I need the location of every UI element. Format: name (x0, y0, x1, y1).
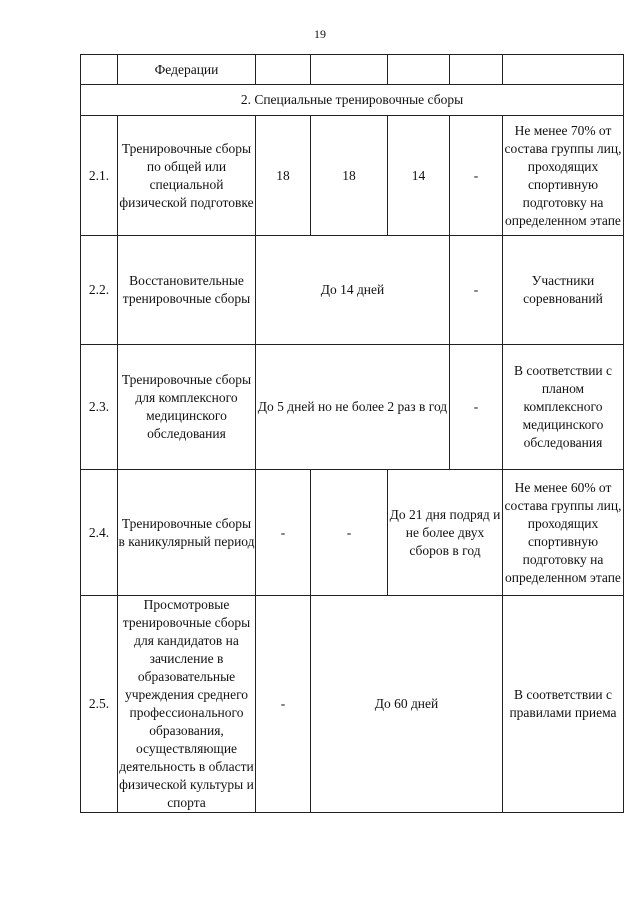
value-cell: - (256, 470, 311, 596)
value-cell: 18 (311, 116, 388, 236)
table-cell (256, 55, 311, 85)
span-value-cell: До 60 дней (311, 596, 503, 813)
value-cell: 18 (256, 116, 311, 236)
row-number: 2.3. (81, 345, 118, 470)
condition-cell: Не менее 70% от состава группы лиц, проходящих спортивную подготовку на определенном этапе (503, 116, 624, 236)
section-title: 2. Специальные тренировочные сборы (81, 85, 624, 116)
condition-cell: Не менее 60% от состава группы лиц, проходящих спортивную подготовку на определенном этапе (503, 470, 624, 596)
row-name: Тренировочные сборы для комплексного медицинского обследования (118, 345, 256, 470)
condition-cell: В соответствии с планом комплексного медицинского обследования (503, 345, 624, 470)
row-name: Просмотровые тренировочные сборы для кандидатов на зачисление в образовательные учреждения среднего профессионального образования, осуществляющие деятельность в области физической культуры и спорта (118, 596, 256, 813)
value-cell: 14 (388, 116, 450, 236)
value-cell: - (256, 596, 311, 813)
row-number: 2.4. (81, 470, 118, 596)
row-number: 2.2. (81, 236, 118, 345)
row-name: Тренировочные сборы в каникулярный период (118, 470, 256, 596)
row-number: 2.1. (81, 116, 118, 236)
value-cell: - (450, 345, 503, 470)
table-row (81, 345, 624, 470)
value-cell: - (311, 470, 388, 596)
row-number: 2.5. (81, 596, 118, 813)
span-value-cell: До 14 дней (256, 236, 450, 345)
table-cell (450, 55, 503, 85)
page-number: 19 (314, 27, 326, 41)
condition-cell: В соответствии с правилами приема (503, 596, 624, 813)
section-row (81, 85, 624, 116)
span-value-cell: До 21 дня подряд и не более двух сборов в год (388, 470, 503, 596)
table-cell (311, 55, 388, 85)
table-row (81, 116, 624, 236)
span-value-cell: До 5 дней но не более 2 раз в год (256, 345, 450, 470)
value-cell: - (450, 116, 503, 236)
value-cell: - (450, 236, 503, 345)
table-row (81, 470, 624, 596)
table-cell-name: Федерации (118, 55, 256, 85)
condition-cell: Участники соревнований (503, 236, 624, 345)
table-cell (503, 55, 624, 85)
row-name: Тренировочные сборы по общей или специальной физической подготовке (118, 116, 256, 236)
table-cell (81, 55, 118, 85)
table-cell (388, 55, 450, 85)
row-name: Восстановительные тренировочные сборы (118, 236, 256, 345)
training-camps-table (80, 54, 624, 813)
table-row (81, 236, 624, 345)
table-row (81, 55, 624, 85)
table-row (81, 596, 624, 813)
